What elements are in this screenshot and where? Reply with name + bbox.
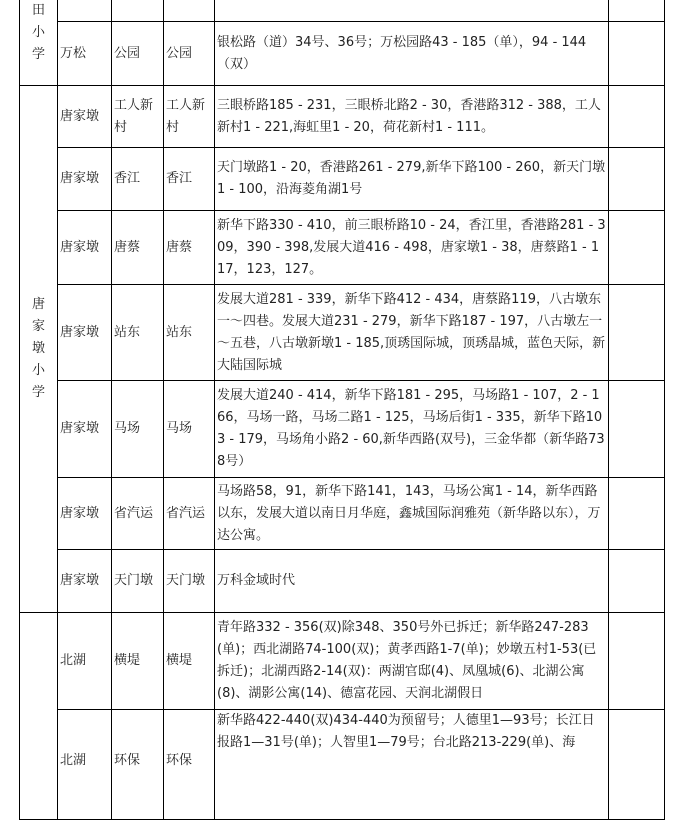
table-row: [20, 710, 665, 820]
grid-cell: 公园: [164, 22, 215, 86]
district-cell: 北湖: [58, 710, 112, 820]
district-cell: 万松: [58, 22, 112, 86]
table-row: [20, 148, 665, 211]
grid-cell: 香江: [164, 148, 215, 211]
table-row: [20, 613, 665, 710]
grid-cell: 天门墩: [164, 550, 215, 613]
table-row: [20, 22, 665, 86]
district-cell: 唐家墩: [58, 86, 112, 148]
remark-cell: [609, 613, 665, 710]
scope-cell: 万科金域时代: [215, 550, 609, 613]
remark-cell: [609, 285, 665, 381]
table-row: [20, 478, 665, 550]
grid-cell: 马场: [164, 381, 215, 478]
district-cell: 唐家墩: [58, 285, 112, 381]
table-row: [20, 550, 665, 613]
remark-cell: [609, 0, 665, 22]
table-row: [20, 0, 665, 22]
district-cell: 唐家墩: [58, 381, 112, 478]
remark-cell: [609, 211, 665, 285]
school-cell: 田小学: [20, 0, 58, 86]
community-cell: 站东: [112, 285, 164, 381]
table-row: [20, 285, 665, 381]
scope-cell: 马场路58，91，新华下路141，143，马场公寓1 - 14，新华西路以东，发展大道以南日月华庭，鑫城国际润雅苑（新华路以东），万达公寓。: [215, 478, 609, 550]
district-cell: 唐家墩: [58, 550, 112, 613]
district-cell: 唐家墩: [58, 478, 112, 550]
community-cell: 工人新村: [112, 86, 164, 148]
remark-cell: [609, 550, 665, 613]
remark-cell: [609, 148, 665, 211]
table-row: [20, 86, 665, 148]
community-cell: 马场: [112, 381, 164, 478]
community-cell: 天门墩: [112, 550, 164, 613]
community-cell: 环保: [112, 710, 164, 820]
scope-cell: 青年路332 - 356(双)除348、350号外已拆迁；新华路247-283(单)；西北湖路74-100(双)；黄孝西路1-7(单)；妙墩五村1-53(已拆迁)；北湖西路2-14(双)：两湖官邸(4)、凤凰城(6)、北湖公寓(8)、湖影公寓(14)、德富花园、天润北湖假日: [215, 613, 609, 710]
remark-cell: [609, 478, 665, 550]
grid-cell: 环保: [164, 710, 215, 820]
community-cell: 横堤: [112, 613, 164, 710]
scope-cell: 新华下路330 - 410，前三眼桥路10 - 24，香江里，香港路281 - 309，390 - 398,发展大道416 - 498，唐家墩1 - 38，唐蔡路1 - 117，123，127。: [215, 211, 609, 285]
grid-cell: 站东: [164, 285, 215, 381]
scope-cell: 三眼桥路185 - 231，三眼桥北路2 - 30，香港路312 - 388，工人新村1 - 221,海虹里1 - 20，荷花新村1 - 111。: [215, 86, 609, 148]
community-cell: 香江: [112, 148, 164, 211]
grid-cell: [164, 0, 215, 22]
grid-cell: 省汽运: [164, 478, 215, 550]
scope-cell: 发展大道281 - 339，新华下路412 - 434，唐蔡路119，八古墩东一～四巷。发展大道231 - 279，新华下路187 - 197，八古墩左一～五巷，八古墩新墩1 - 185,顶琇国际城，顶琇晶城，蓝色天际，新大陆国际城: [215, 285, 609, 381]
community-cell: [112, 0, 164, 22]
scope-cell: 新华路422-440(双)434-440为预留号；人德里1—93号；长江日报路1—31号(单)；人智里1—79号；台北路213-229(单)、海: [215, 710, 609, 820]
district-cell: [58, 0, 112, 22]
scope-cell: [215, 0, 609, 22]
scope-cell: 银松路（道）34号、36号；万松园路43 - 185（单），94 - 144（双）: [215, 22, 609, 86]
grid-cell: 唐蔡: [164, 211, 215, 285]
district-cell: 唐家墩: [58, 148, 112, 211]
district-cell: 北湖: [58, 613, 112, 710]
remark-cell: [609, 710, 665, 820]
scope-cell: 发展大道240 - 414，新华下路181 - 295，马场路1 - 107，2 - 166，马场一路，马场二路1 - 125，马场后街1 - 335，新华下路103 - 179，马场角小路2 - 60,新华西路(双号)，三金华都（新华路738号）: [215, 381, 609, 478]
community-cell: 省汽运: [112, 478, 164, 550]
remark-cell: [609, 22, 665, 86]
community-cell: 公园: [112, 22, 164, 86]
school-district-table: [19, 0, 665, 820]
school-cell: [20, 613, 58, 820]
community-cell: 唐蔡: [112, 211, 164, 285]
district-cell: 唐家墩: [58, 211, 112, 285]
scope-cell: 天门墩路1 - 20，香港路261 - 279,新华下路100 - 260，新天门墩1 - 100，沿海菱角湖1号: [215, 148, 609, 211]
grid-cell: 横堤: [164, 613, 215, 710]
remark-cell: [609, 381, 665, 478]
remark-cell: [609, 86, 665, 148]
grid-cell: 工人新村: [164, 86, 215, 148]
school-cell: 唐家墩小学: [20, 86, 58, 613]
table-row: [20, 381, 665, 478]
table-row: [20, 211, 665, 285]
